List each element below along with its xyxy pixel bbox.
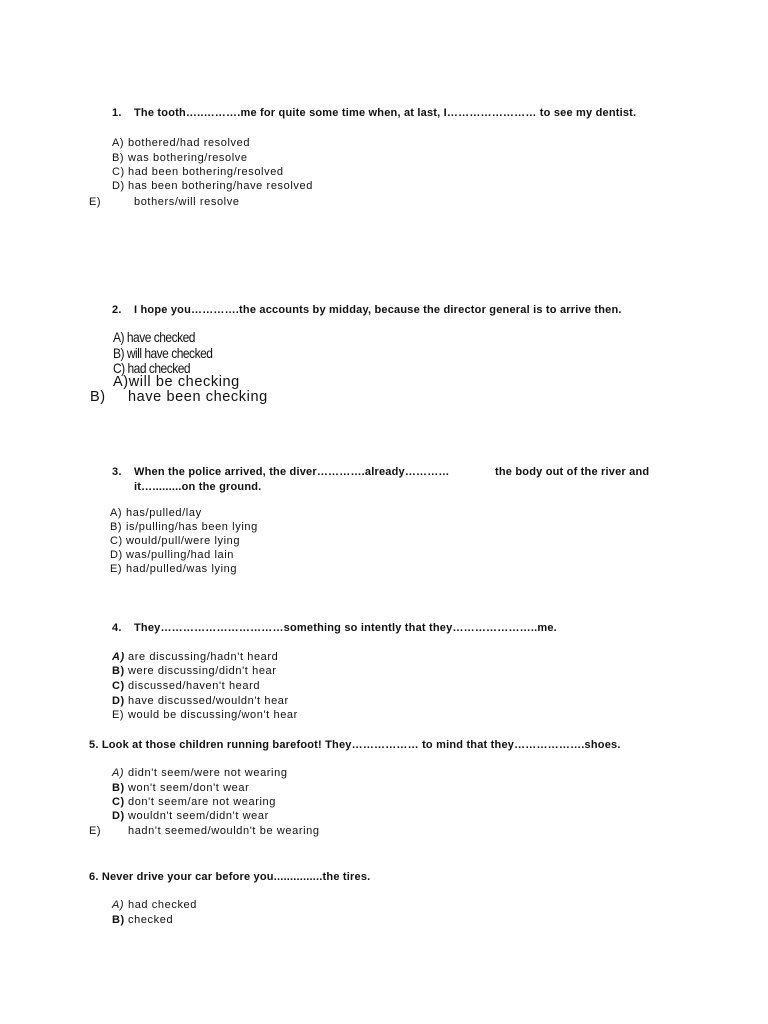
option-c[interactable]: C) would/pull/were lying (110, 535, 241, 547)
question-1 (112, 107, 636, 119)
question-4 (112, 622, 557, 634)
option-b[interactable]: B) were discussing/didn't hear (112, 665, 277, 677)
option-c[interactable]: C) don't seem/are not wearing (112, 796, 276, 808)
option-a[interactable]: A) have checked (113, 329, 195, 345)
option-d[interactable]: D) has been bothering/have resolved (112, 180, 313, 192)
option-e[interactable]: E) would be discussing/won't hear (112, 709, 298, 721)
question-text: The tooth…..……….me for quite some time when, at last, I…………………… to see my dentist. (134, 107, 637, 119)
option-b[interactable]: B) will have checked (113, 345, 213, 361)
question-text: They……………………………something so intently that they…………………..me. (134, 622, 557, 634)
option-a[interactable]: A) had checked (112, 899, 197, 911)
question-text: I hope you………….the accounts by midday, because the director general is to arrive then. (134, 304, 622, 316)
option-a[interactable]: A) didn't seem/were not wearing (112, 767, 288, 779)
question-5: 5. Look at those children running barefoot! They……………… to mind that they……………….shoes. (89, 739, 621, 751)
question-number: 2. (112, 304, 122, 316)
option-a[interactable]: A) are discussing/hadn't heard (112, 651, 279, 663)
option-e[interactable]: E) hadn't seemed/wouldn't be wearing (89, 825, 320, 837)
option-b[interactable]: B) won't seem/don't wear (112, 782, 250, 794)
option-b[interactable]: B) checked (112, 914, 174, 926)
option-c[interactable]: C) had been bothering/resolved (112, 166, 284, 178)
option-e[interactable]: B) have been checking (90, 389, 268, 405)
question-text-continued: the body out of the river and (495, 466, 650, 478)
question-2 (112, 304, 622, 316)
option-e[interactable]: E) had/pulled/was lying (110, 563, 238, 575)
question-number: 3. (112, 466, 122, 478)
option-d[interactable]: D) have discussed/wouldn't hear (112, 695, 289, 707)
option-d[interactable]: D) wouldn't seem/didn't wear (112, 810, 269, 822)
option-b[interactable]: B) is/pulling/has been lying (110, 521, 258, 533)
option-e[interactable]: E) bothers/will resolve (89, 196, 240, 208)
option-b[interactable]: B) was bothering/resolve (112, 152, 248, 164)
option-a[interactable]: A) bothered/had resolved (112, 137, 251, 149)
question-text-line-2: it….........on the ground. (134, 481, 262, 493)
question-number: 4. (112, 622, 122, 634)
question-3 (112, 466, 450, 478)
question-6: 6. Never drive your car before you...............the tires. (89, 871, 371, 883)
option-c[interactable]: C) had checked (113, 360, 191, 376)
option-c[interactable]: C) discussed/haven't heard (112, 680, 261, 692)
option-d[interactable]: A)will be checking (113, 374, 240, 390)
option-a[interactable]: A) has/pulled/lay (110, 507, 202, 519)
question-text: When the police arrived, the diver………….already………… (134, 466, 450, 478)
question-number: 1. (112, 107, 122, 119)
option-d[interactable]: D) was/pulling/had lain (110, 549, 235, 561)
